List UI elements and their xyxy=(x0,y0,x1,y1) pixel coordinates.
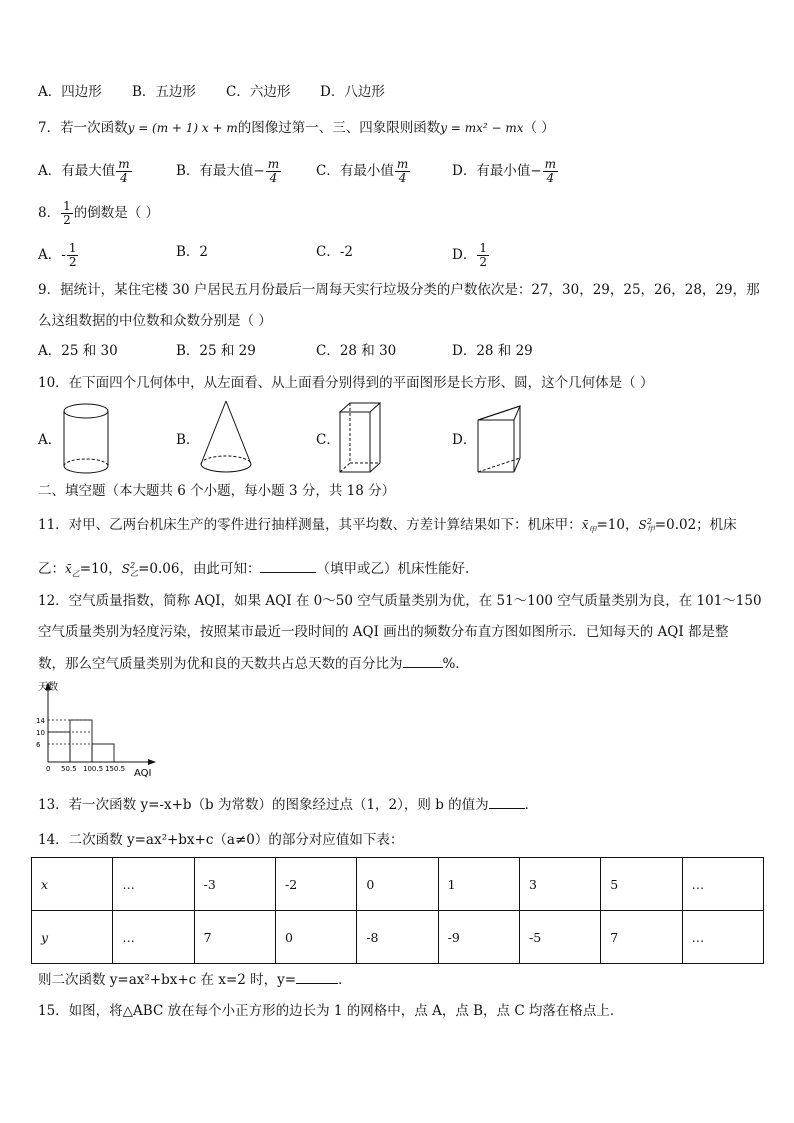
triangular-prism-figure xyxy=(474,402,530,478)
q7-option-a: A．有最大值 $\frac{m}{4}$ xyxy=(38,157,130,185)
y-tick-label: 10 xyxy=(36,729,45,737)
q9-line-2: 么这组数据的中位数和众数分别是（ ） xyxy=(38,313,272,329)
y-axis-label: 天数 xyxy=(38,682,58,693)
table-cell: x xyxy=(32,858,113,911)
fraction: $\frac{1}{2}$ xyxy=(479,241,487,269)
table-cell: 1 xyxy=(438,858,519,911)
histogram-bar xyxy=(92,744,114,762)
q8-option-b: B．2 xyxy=(176,244,209,260)
q9-line-1: 9．据统计，某住宅楼 30 户居民五月份最后一周每天实行垃圾分类的户数依次是：27，30，29，25，26，28，29，那 xyxy=(38,282,760,298)
fraction: $\frac{m}{4}$ xyxy=(118,157,130,185)
answer-blank xyxy=(296,969,338,984)
x-axis-arrow xyxy=(148,759,156,765)
table-cell: -8 xyxy=(357,911,438,964)
q11-line-1: 11．对甲、乙两台机床生产的零件进行抽样测量，其平均数、方差计算结果如下：机床甲：$x̄_甲=10$，$S^2_甲=0.02$；机床 xyxy=(38,517,737,535)
q9-option-d: D．28 和 29 xyxy=(452,343,533,359)
table-cell: -5 xyxy=(519,911,600,964)
table-cell: 5 xyxy=(601,858,682,911)
q7-linear-formula: y = (m + 1) x + m xyxy=(127,121,238,135)
q14-follow-up: 则二次函数 y=ax²+bx+c 在 x=2 时，y= ． xyxy=(38,969,352,990)
x-axis-label: AQI xyxy=(134,768,152,779)
q10-stem: 10．在下面四个几何体中，从左面看、从上面看分别得到的平面图形是长方形、圆，这个几何体是（ ） xyxy=(38,375,654,391)
x-tick-label: 50.5 xyxy=(61,765,77,773)
histogram-bar xyxy=(70,720,92,762)
q7-option-b: B．有最大值− $\frac{m}{4}$ xyxy=(176,157,280,185)
x-bar-yi-symbol: $x̄_乙$ xyxy=(65,562,80,579)
q7-option-d: D．有最小值− $\frac{m}{4}$ xyxy=(452,157,557,185)
q12-line-3: 数，那么空气质量类别为优和良的天数共占总天数的百分比为 %． xyxy=(38,653,469,674)
q9-option-a: A．25 和 30 xyxy=(38,343,118,359)
table-row xyxy=(32,911,764,964)
q10-option-c: C． xyxy=(316,432,340,448)
aqi-histogram xyxy=(30,678,170,782)
section-heading: 二、填空题（本大题共 6 个小题，每小题 3 分，共 18 分） xyxy=(38,483,396,499)
q7-suffix: （ ） xyxy=(523,120,555,136)
q8-option-a: A．- $\frac{1}{2}$ xyxy=(38,241,77,269)
fraction: $\frac{1}{2}$ xyxy=(63,199,71,227)
q6-option-a: A．四边形 xyxy=(38,84,102,100)
table-cell: y xyxy=(32,911,113,964)
q10-option-b: B． xyxy=(176,432,200,448)
answer-blank xyxy=(403,653,443,668)
q13-stem: 13．若一次函数 y=-x+b（b 为常数）的图象经过点（1，2），则 b 的值为 ． xyxy=(38,794,538,815)
cone-figure xyxy=(196,398,256,480)
table-cell: … xyxy=(113,858,194,911)
x-tick-label: 100.5 xyxy=(83,765,104,773)
q8-stem: 8． $\frac{1}{2}$ 的倒数是（ ） xyxy=(38,199,160,227)
cuboid-figure xyxy=(334,400,386,478)
q9-option-b: B．25 和 29 xyxy=(176,343,256,359)
fraction: $\frac{m}{4}$ xyxy=(544,157,557,185)
fraction: $\frac{m}{4}$ xyxy=(396,157,409,185)
x-tick-label: 150.5 xyxy=(105,765,126,773)
q14-stem: 14．二次函数 y=ax²+bx+c（a≠0）的部分对应值如下表： xyxy=(38,832,404,848)
q7-prefix: 7．若一次函数 xyxy=(38,120,128,136)
q6-option-b: B．五边形 xyxy=(132,84,196,100)
q6-option-c: C．六边形 xyxy=(226,84,291,100)
q8-option-d: D． $\frac{1}{2}$ xyxy=(452,241,487,269)
variance-yi-symbol: $S^2_乙$ xyxy=(121,561,139,579)
q7-stem xyxy=(38,118,555,138)
q6-option-d: D．八边形 xyxy=(320,84,385,100)
x-tick-label: 0 xyxy=(46,765,51,773)
answer-blank xyxy=(489,794,525,809)
answer-blank xyxy=(260,558,316,573)
table-row xyxy=(32,858,764,911)
table-cell: -9 xyxy=(438,911,519,964)
histogram-bar xyxy=(48,732,70,762)
fraction: $\frac{m}{4}$ xyxy=(267,157,280,185)
table-cell: 7 xyxy=(601,911,682,964)
y-tick-label: 6 xyxy=(36,741,41,749)
cylinder-figure xyxy=(60,402,112,476)
q12-line-1: 12．空气质量指数，简称 AQI，如果 AQI 在 0～50 空气质量类别为优，在 51～100 空气质量类别为良，在 101～150 xyxy=(38,593,762,609)
table-cell: 0 xyxy=(275,911,356,964)
fraction: $\frac{1}{2}$ xyxy=(68,241,77,269)
table-cell: 7 xyxy=(194,911,275,964)
q12-line-2: 空气质量类别为轻度污染，按照某市最近一段时间的 AQI 画出的频数分布直方图如图所示．已知每天的 AQI 都是整 xyxy=(38,624,729,640)
q10-option-a: A． xyxy=(38,432,62,448)
x-bar-jia-symbol: $x̄_甲$ xyxy=(581,518,597,535)
q7-middle: 的图像过第一、三、四象限则函数 xyxy=(237,120,441,136)
q7-quadratic-formula: y = mx² − mx xyxy=(440,121,524,135)
q8-option-c: C．-2 xyxy=(316,244,353,260)
table-cell: … xyxy=(682,858,763,911)
q10-option-d: D． xyxy=(452,432,477,448)
q11-line-2: 乙：$x̄_乙=10$，$S^2_乙=0.06$，由此可知： （填甲或乙）机床性能好. xyxy=(38,556,469,584)
table-cell: 3 xyxy=(519,858,600,911)
value-table xyxy=(31,857,764,964)
y-tick-label: 14 xyxy=(36,717,45,725)
table-cell: -3 xyxy=(194,858,275,911)
variance-jia-symbol: $S^2_甲$ xyxy=(638,517,655,535)
q15-stem: 15．如图，将△ABC 放在每个小正方形的边长为 1 的网格中，点 A，点 B，点 C 均落在格点上． xyxy=(38,1003,624,1019)
table-cell: … xyxy=(113,911,194,964)
q9-option-c: C．28 和 30 xyxy=(316,343,397,359)
table-cell: 0 xyxy=(357,858,438,911)
q7-option-c: C．有最小值 $\frac{m}{4}$ xyxy=(316,157,409,185)
table-cell: … xyxy=(682,911,763,964)
table-cell: -2 xyxy=(275,858,356,911)
